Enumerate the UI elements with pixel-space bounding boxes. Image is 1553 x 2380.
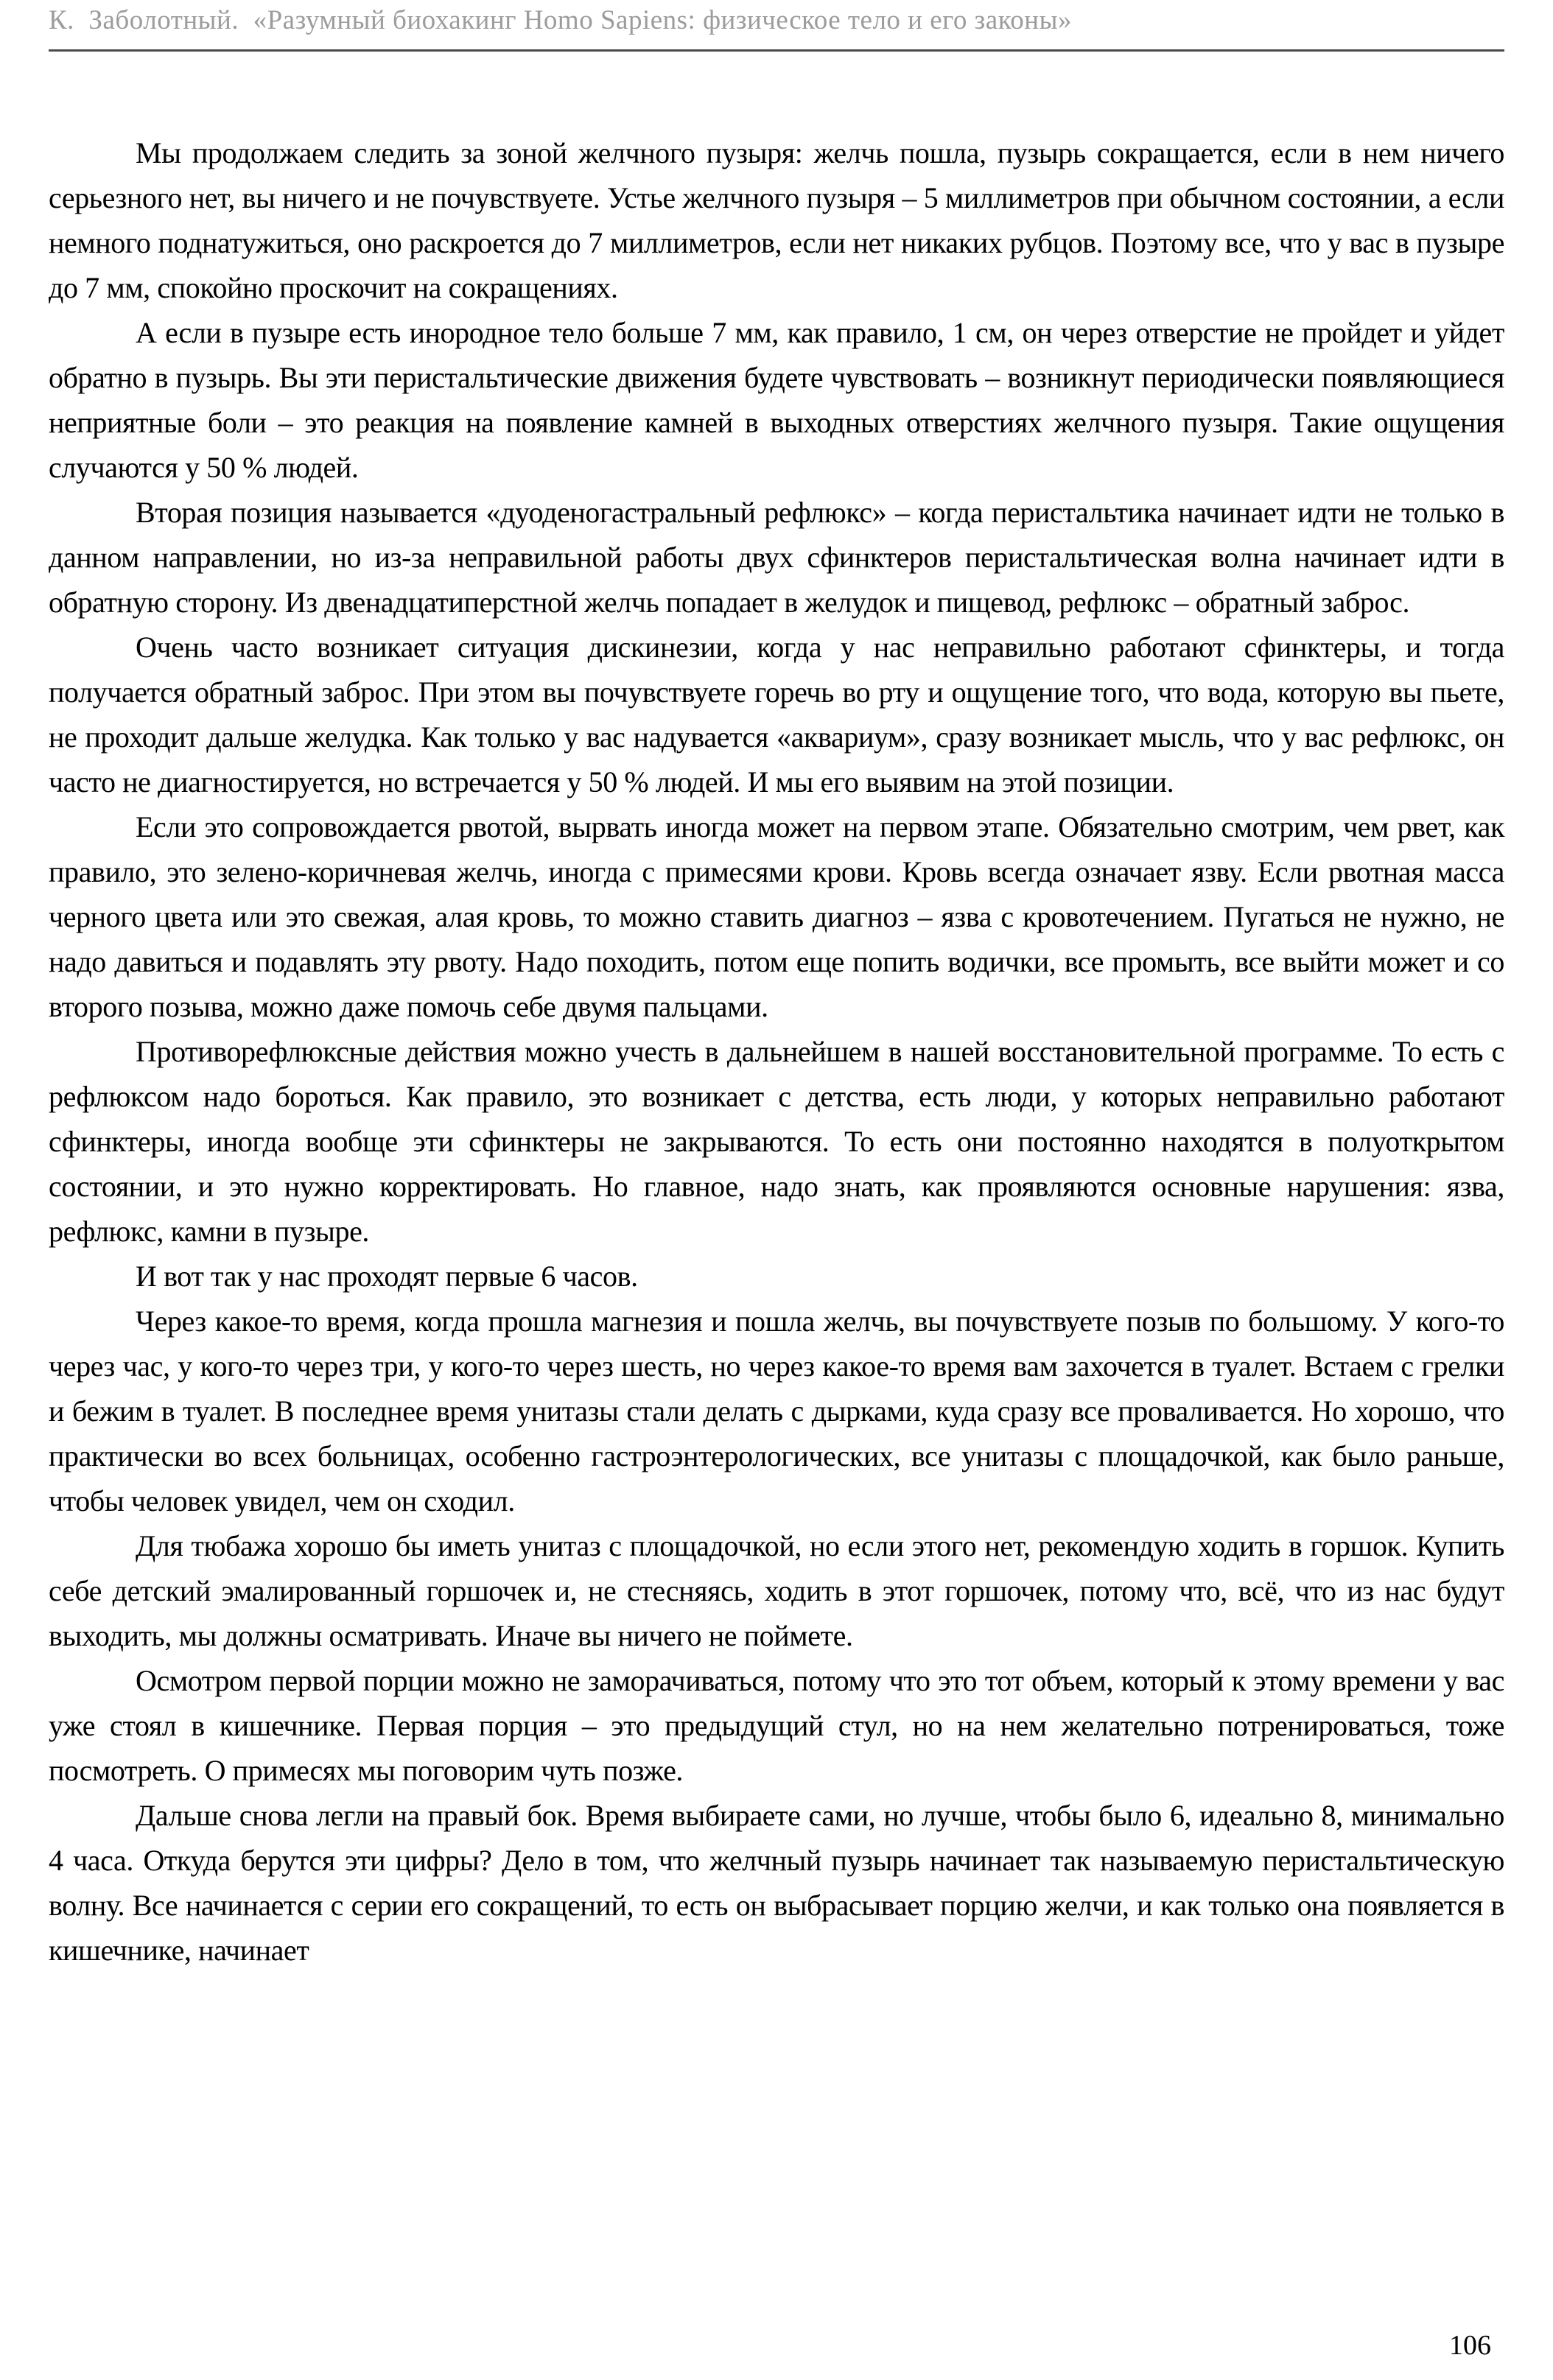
paragraph: Для тюбажа хорошо бы иметь унитаз с площадочкой, но если этого нет, рекомендую ходить в горшок. Купить себе детский эмалированный горшочек и, не стесняясь, ходить в этот горшочек, потому что, всё, что из нас будут выходить, мы должны осматривать. Иначе вы ничего не поймете. bbox=[49, 1529, 1504, 1652]
paragraph: Если это сопровождается рвотой, вырвать иногда может на первом этапе. Обязательно смотрим, чем рвет, как правило, это зелено-коричневая желчь, иногда с примесями крови. Кровь всегда означает язву. Если рвотная масса черного цвета или это свежая, алая кровь, то можно ставить диагноз – язва с кровотечением. Пугаться не нужно, не надо давиться и подавлять эту рвоту. Надо походить, потом еще попить водички, все промыть, все выйти может и со второго позыва, можно даже помочь себе двумя пальцами. bbox=[49, 810, 1504, 1023]
paragraph: Через какое-то время, когда прошла магнезия и пошла желчь, вы почувствуете позыв по большому. У кого-то через час, у кого-то через три, у кого-то через шесть, но через какое-то время вам захочется в туалет. Встаем с грелки и бежим в туалет. В последнее время унитазы стали делать с дырками, куда сразу все проваливается. Но хорошо, что практически во всех больницах, особенно гастроэнтерологических, все унитазы с площадочкой, как было раньше, чтобы человек увидел, чем он сходил. bbox=[49, 1305, 1504, 1517]
paragraph: Мы продолжаем следить за зоной желчного пузыря: желчь пошла, пузырь сокращается, если в нем ничего серьезного нет, вы ничего и не почувствуете. Устье желчного пузыря – 5 миллиметров при обычном состоянии, а если немного поднатужиться, оно раскроется до 7 миллиметров, если нет никаких рубцов. Поэтому все, что у вас в пузыре до 7 мм, спокойно проскочит на сокращениях. bbox=[49, 136, 1504, 304]
paragraph: Вторая позиция называется «дуоденогастральный рефлюкс» – когда перистальтика начинает идти не только в данном направлении, но из-за неправильной работы двух сфинктеров перистальтическая волна начинает идти в обратную сторону. Из двенадцатиперстной желчь попадает в желудок и пищевод, рефлюкс – обратный заброс. bbox=[49, 496, 1504, 619]
paragraph: И вот так у нас проходят первые 6 часов. bbox=[136, 1260, 638, 1293]
page-body bbox=[49, 54, 1504, 1973]
paragraph: Дальше снова легли на правый бок. Время выбираете сами, но лучше, чтобы было 6, идеально 8, минимально 4 часа. Откуда берутся эти цифры? Дело в том, что желчный пузырь начинает так называемую перистальтическую волну. Все начинается с серии его сокращений, то есть он выбрасывает порцию желчи, и как только она появляется в кишечнике, начинает bbox=[49, 1799, 1504, 1967]
running-title: К. Заболотный. «Разумный биохакинг Homo Sapiens: физическое тело и его законы» bbox=[49, 5, 1072, 35]
page-number: 106 bbox=[1449, 2330, 1491, 2361]
paragraph: Осмотром первой порции можно не заморачиваться, потому что это тот объем, который к этому времени у вас уже стоял в кишечнике. Первая порция – это предыдущий стул, но на нем желательно потренироваться, тоже посмотреть. О примесях мы поговорим чуть позже. bbox=[49, 1664, 1504, 1787]
paragraph: Очень часто возникает ситуация дискинезии, когда у нас неправильно работают сфинктеры, и тогда получается обратный заброс. При этом вы почувствуете горечь во рту и ощущение того, что вода, которую вы пьете, не проходит дальше желудка. Как только у вас надувается «аквариум», сразу возникает мысль, что у вас рефлюкс, он часто не диагностируется, но встречается у 50 % людей. И мы его выявим на этой позиции. bbox=[49, 631, 1504, 798]
paragraph: Противорефлюксные действия можно учесть в дальнейшем в нашей восстановительной программе. То есть с рефлюксом надо бороться. Как правило, это возникает с детства, есть люди, у которых неправильно работают сфинктеры, иногда вообще эти сфинктеры не закрываются. То есть они постоянно находятся в полуоткрытом состоянии, и это нужно корректировать. Но главное, надо знать, как проявляются основные нарушения: язва, рефлюкс, камни в пузыре. bbox=[49, 1035, 1504, 1248]
paragraph: А если в пузыре есть инородное тело больше 7 мм, как правило, 1 см, он через отверстие не пройдет и уйдет обратно в пузырь. Вы эти перистальтические движения будете чувствовать – возникнут периодически появляющиеся неприятные боли – это реакция на появление камней в выходных отверстиях желчного пузыря. Такие ощущения случаются у 50 % людей. bbox=[49, 316, 1504, 484]
page-header bbox=[49, 0, 1504, 52]
